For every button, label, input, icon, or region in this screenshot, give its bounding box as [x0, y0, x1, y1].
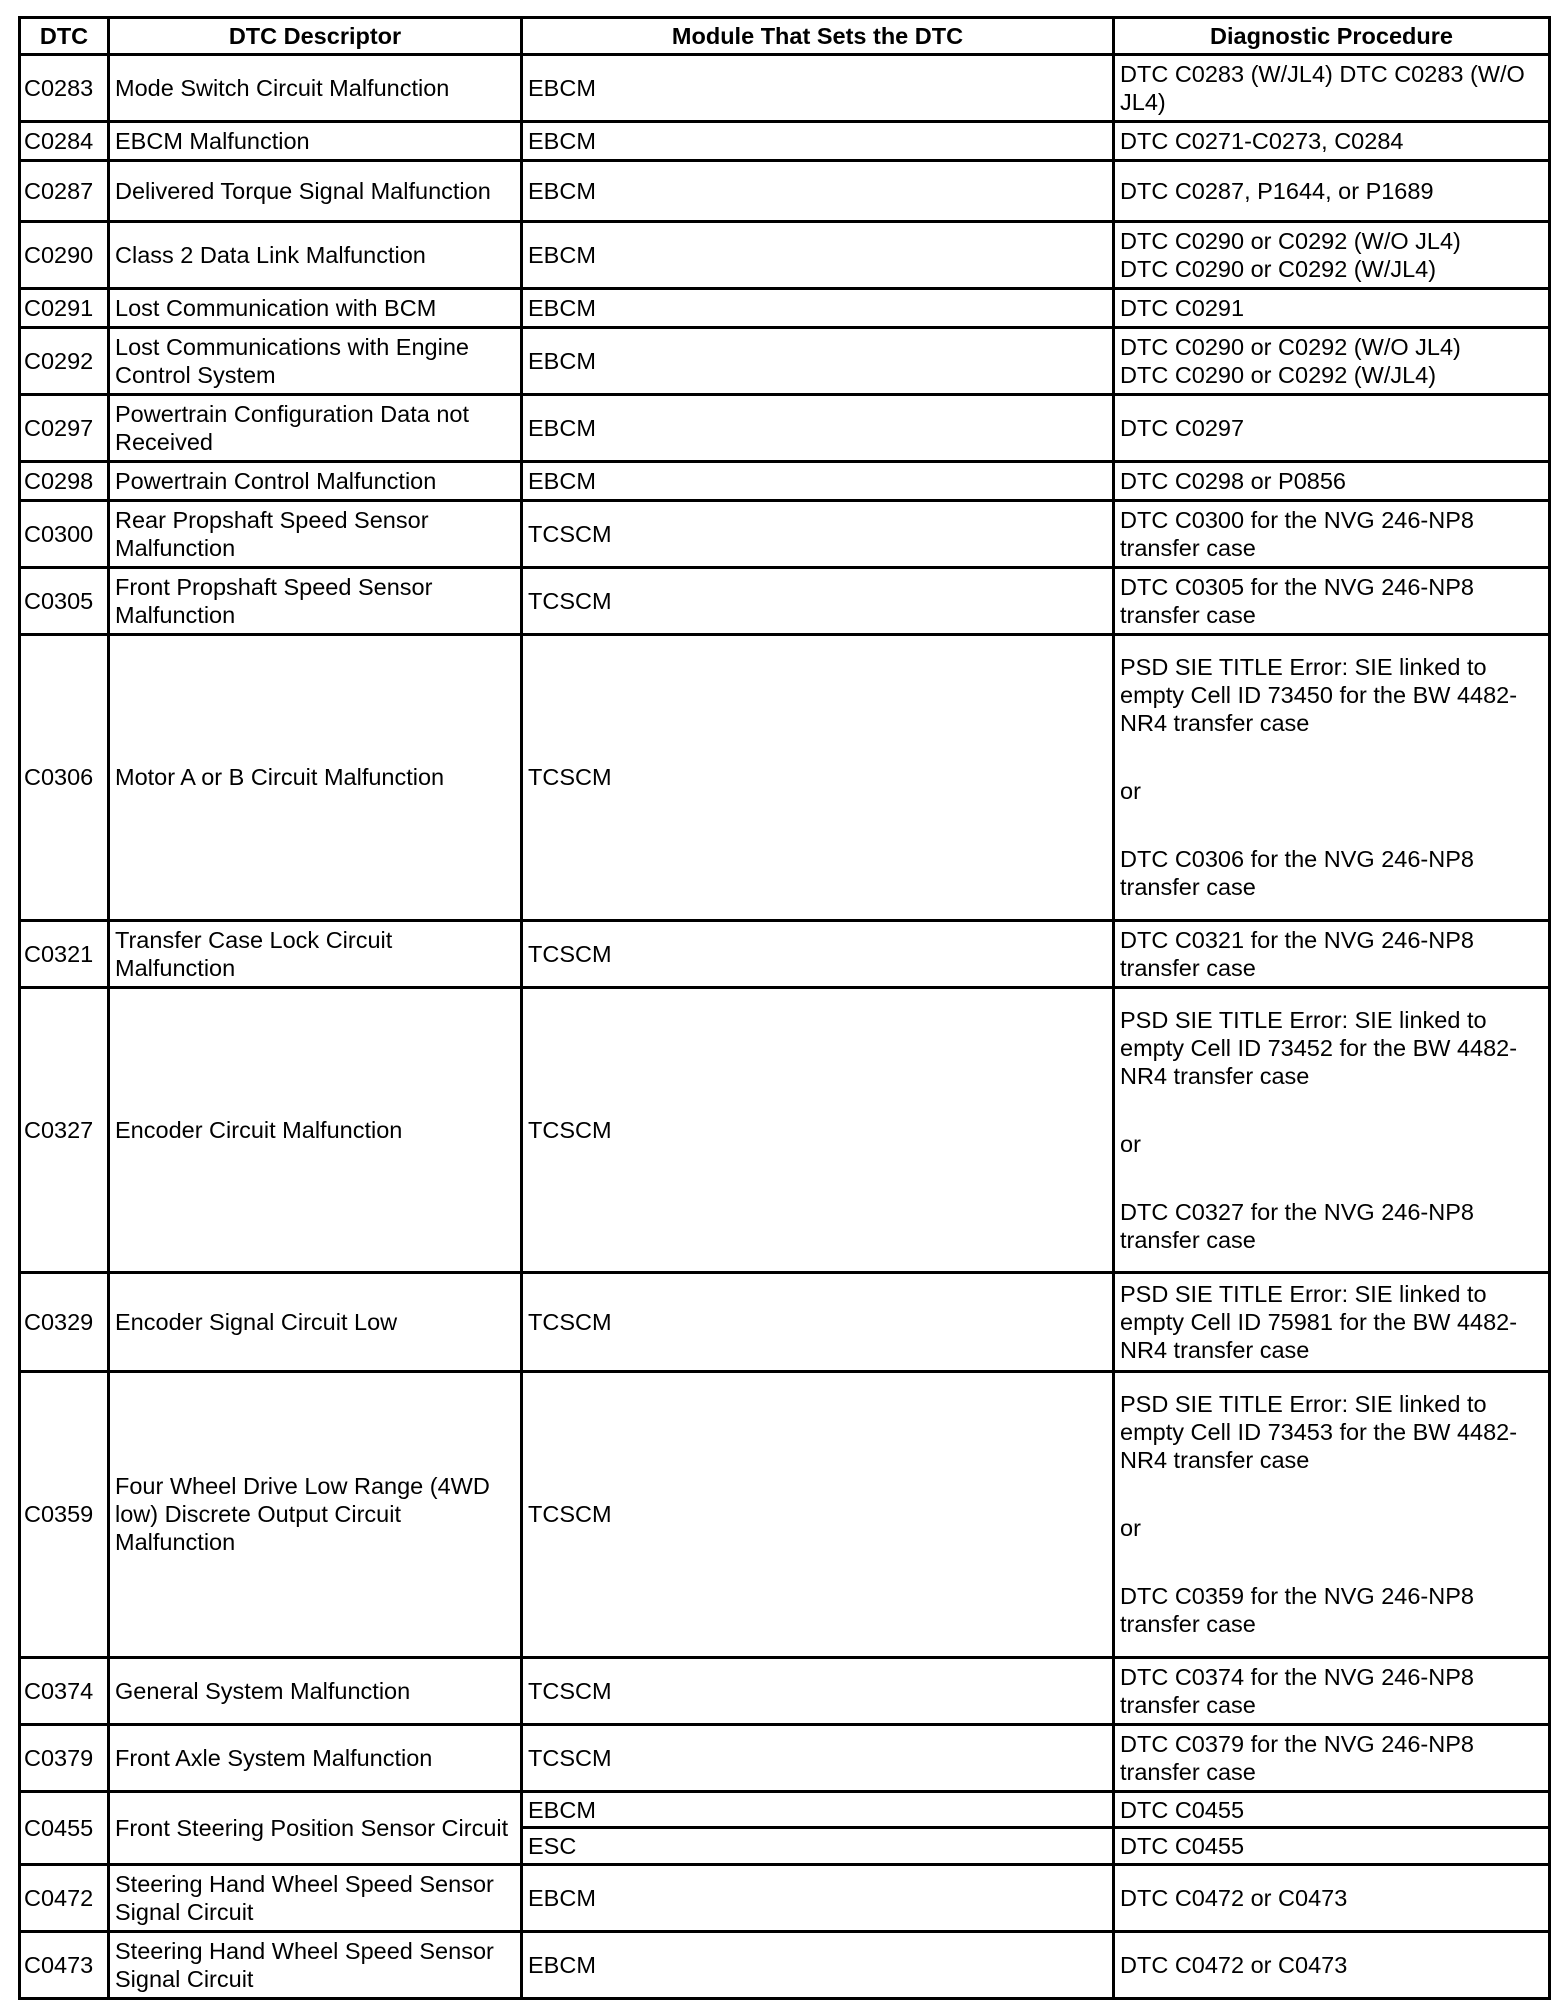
- table-row: [20, 987, 1550, 1273]
- procedure-line: DTC C0359 for the NVG 246-NP8 transfer case: [1120, 1583, 1474, 1638]
- module-cell: EBCM: [522, 395, 1114, 462]
- dtc-code-cell: C0472: [20, 1864, 109, 1931]
- module-cell: ESC: [522, 1828, 1114, 1864]
- table-row: [20, 122, 1550, 161]
- table-row: [20, 1931, 1550, 1998]
- module-cell: EBCM: [522, 462, 1114, 501]
- procedure-line: PSD SIE TITLE Error: SIE linked to empty Cell ID 75981 for the BW 4482-NR4 transfer case: [1120, 1281, 1518, 1364]
- procedure-line: or: [1120, 778, 1141, 805]
- table-row: [20, 55, 1550, 122]
- procedure-line: DTC C0283 (W/JL4) DTC C0283 (W/O JL4): [1120, 61, 1525, 116]
- module-cell: TCSCM: [522, 987, 1114, 1273]
- diagnostic-procedure-cell: [1114, 55, 1550, 122]
- dtc-code-cell: C0455: [20, 1791, 109, 1864]
- dtc-descriptor-cell: EBCM Malfunction: [109, 122, 522, 161]
- dtc-descriptor-cell: Lost Communications with Engine Control System: [109, 327, 522, 394]
- dtc-code-cell: C0297: [20, 395, 109, 462]
- diagnostic-procedure-cell: [1114, 160, 1550, 221]
- procedure-line: DTC C0271-C0273, C0284: [1120, 127, 1404, 154]
- procedure-line: DTC C0290 or C0292 (W/O JL4): [1120, 334, 1461, 361]
- dtc-code-cell: C0359: [20, 1372, 109, 1658]
- dtc-descriptor-cell: Transfer Case Lock Circuit Malfunction: [109, 920, 522, 987]
- procedure-line: or: [1120, 1515, 1141, 1542]
- dtc-descriptor-cell: Powertrain Configuration Data not Received: [109, 395, 522, 462]
- diagnostic-procedure-cell: [1114, 1931, 1550, 1998]
- dtc-code-cell: C0327: [20, 987, 109, 1273]
- dtc-code-cell: C0292: [20, 327, 109, 394]
- dtc-descriptor-cell: Class 2 Data Link Malfunction: [109, 222, 522, 289]
- table-row: [20, 1864, 1550, 1931]
- dtc-descriptor-cell: General System Malfunction: [109, 1657, 522, 1724]
- procedure-gap: [1120, 1542, 1543, 1582]
- header-row: [20, 18, 1550, 55]
- diagnostic-procedure-cell: [1114, 500, 1550, 567]
- table-body: [20, 55, 1550, 1999]
- diagnostic-procedure-cell: [1114, 222, 1550, 289]
- table-row: [20, 500, 1550, 567]
- diagnostic-procedure-cell: [1114, 1372, 1550, 1658]
- dtc-code-cell: C0291: [20, 289, 109, 328]
- diagnostic-procedure-cell: [1114, 1828, 1550, 1864]
- table-row: [20, 1273, 1550, 1372]
- dtc-code-cell: C0374: [20, 1657, 109, 1724]
- module-cell: EBCM: [522, 289, 1114, 328]
- diagnostic-procedure-cell: [1114, 289, 1550, 328]
- table-row: [20, 1724, 1550, 1791]
- dtc-descriptor-cell: Front Steering Position Sensor Circuit: [109, 1791, 522, 1864]
- procedure-gap: [1120, 1090, 1543, 1130]
- table-row: [20, 635, 1550, 921]
- dtc-descriptor-cell: Front Propshaft Speed Sensor Malfunction: [109, 567, 522, 634]
- procedure-line: DTC C0287, P1644, or P1689: [1120, 177, 1434, 204]
- procedure-line: PSD SIE TITLE Error: SIE linked to empty Cell ID 73453 for the BW 4482-NR4 transfer case: [1120, 1391, 1518, 1474]
- dtc-descriptor-cell: Four Wheel Drive Low Range (4WD low) Discrete Output Circuit Malfunction: [109, 1372, 522, 1658]
- dtc-descriptor-cell: Encoder Circuit Malfunction: [109, 987, 522, 1273]
- table-row: [20, 160, 1550, 221]
- procedure-line: DTC C0472 or C0473: [1120, 1951, 1348, 1978]
- procedure-gap: [1120, 805, 1543, 845]
- dtc-descriptor-cell: Mode Switch Circuit Malfunction: [109, 55, 522, 122]
- procedure-line: DTC C0455: [1120, 1796, 1245, 1823]
- diagnostic-procedure-cell: [1114, 567, 1550, 634]
- diagnostic-procedure-cell: [1114, 1864, 1550, 1931]
- module-cell: TCSCM: [522, 500, 1114, 567]
- procedure-line: DTC C0291: [1120, 295, 1245, 322]
- dtc-table: [18, 16, 1551, 2000]
- procedure-line: DTC C0298 or P0856: [1120, 468, 1346, 495]
- dtc-code-cell: C0329: [20, 1273, 109, 1372]
- procedure-line: PSD SIE TITLE Error: SIE linked to empty Cell ID 73452 for the BW 4482-NR4 transfer case: [1120, 1006, 1518, 1089]
- table-row: [20, 1657, 1550, 1724]
- module-cell: EBCM: [522, 122, 1114, 161]
- table-row: [20, 920, 1550, 987]
- dtc-code-cell: C0287: [20, 160, 109, 221]
- table-row: [20, 462, 1550, 501]
- procedure-line: or: [1120, 1130, 1141, 1157]
- diagnostic-procedure-cell: [1114, 987, 1550, 1273]
- diagnostic-procedure-cell: [1114, 635, 1550, 921]
- diagnostic-procedure-cell: [1114, 122, 1550, 161]
- dtc-descriptor-cell: Rear Propshaft Speed Sensor Malfunction: [109, 500, 522, 567]
- dtc-descriptor-cell: Delivered Torque Signal Malfunction: [109, 160, 522, 221]
- procedure-line: DTC C0455: [1120, 1832, 1245, 1859]
- dtc-descriptor-cell: Encoder Signal Circuit Low: [109, 1273, 522, 1372]
- dtc-code-cell: C0300: [20, 500, 109, 567]
- diagnostic-procedure-cell: [1114, 1657, 1550, 1724]
- table-row: [20, 1791, 1550, 1827]
- procedure-line: DTC C0300 for the NVG 246-NP8 transfer case: [1120, 506, 1474, 561]
- procedure-line: DTC C0321 for the NVG 246-NP8 transfer case: [1120, 926, 1474, 981]
- table-row: [20, 395, 1550, 462]
- dtc-code-cell: C0306: [20, 635, 109, 921]
- diagnostic-procedure-cell: [1114, 327, 1550, 394]
- module-cell: EBCM: [522, 160, 1114, 221]
- dtc-code-cell: C0283: [20, 55, 109, 122]
- procedure-line: DTC C0379 for the NVG 246-NP8 transfer case: [1120, 1730, 1474, 1785]
- dtc-descriptor-cell: Lost Communication with BCM: [109, 289, 522, 328]
- table-row: [20, 222, 1550, 289]
- procedure-gap: [1120, 1474, 1543, 1514]
- dtc-descriptor-cell: Steering Hand Wheel Speed Sensor Signal Circuit: [109, 1931, 522, 1998]
- dtc-code-cell: C0290: [20, 222, 109, 289]
- diagnostic-procedure-cell: [1114, 1273, 1550, 1372]
- diagnostic-procedure-cell: [1114, 395, 1550, 462]
- dtc-descriptor-cell: Powertrain Control Malfunction: [109, 462, 522, 501]
- procedure-gap: [1120, 737, 1543, 777]
- diagnostic-procedure-cell: [1114, 1724, 1550, 1791]
- table-row: [20, 1372, 1550, 1658]
- dtc-descriptor-cell: Steering Hand Wheel Speed Sensor Signal Circuit: [109, 1864, 522, 1931]
- header-procedure: Diagnostic Procedure: [1114, 18, 1550, 55]
- header-dtc: DTC: [20, 18, 109, 55]
- table-row: [20, 567, 1550, 634]
- module-cell: TCSCM: [522, 1273, 1114, 1372]
- dtc-code-cell: C0298: [20, 462, 109, 501]
- module-cell: TCSCM: [522, 1724, 1114, 1791]
- module-cell: EBCM: [522, 327, 1114, 394]
- procedure-line: DTC C0374 for the NVG 246-NP8 transfer case: [1120, 1663, 1474, 1718]
- dtc-code-cell: C0379: [20, 1724, 109, 1791]
- dtc-code-cell: C0473: [20, 1931, 109, 1998]
- procedure-line: DTC C0290 or C0292 (W/O JL4): [1120, 228, 1461, 255]
- dtc-code-cell: C0305: [20, 567, 109, 634]
- module-cell: TCSCM: [522, 567, 1114, 634]
- module-cell: EBCM: [522, 1791, 1114, 1827]
- procedure-line: DTC C0327 for the NVG 246-NP8 transfer case: [1120, 1198, 1474, 1253]
- procedure-line: DTC C0306 for the NVG 246-NP8 transfer case: [1120, 846, 1474, 901]
- procedure-line: DTC C0472 or C0473: [1120, 1884, 1348, 1911]
- diagnostic-procedure-cell: [1114, 1791, 1550, 1827]
- module-cell: TCSCM: [522, 1372, 1114, 1658]
- header-descriptor: DTC Descriptor: [109, 18, 522, 55]
- procedure-line: PSD SIE TITLE Error: SIE linked to empty Cell ID 73450 for the BW 4482-NR4 transfer case: [1120, 654, 1518, 737]
- table-row: [20, 327, 1550, 394]
- table-row: [20, 289, 1550, 328]
- module-cell: TCSCM: [522, 635, 1114, 921]
- module-cell: EBCM: [522, 1864, 1114, 1931]
- dtc-code-cell: C0284: [20, 122, 109, 161]
- procedure-line: DTC C0290 or C0292 (W/JL4): [1120, 362, 1437, 389]
- diagnostic-procedure-cell: [1114, 462, 1550, 501]
- procedure-line: DTC C0305 for the NVG 246-NP8 transfer case: [1120, 574, 1474, 629]
- diagnostic-procedure-cell: [1114, 920, 1550, 987]
- module-cell: TCSCM: [522, 920, 1114, 987]
- procedure-line: DTC C0297: [1120, 415, 1245, 442]
- header-module: Module That Sets the DTC: [522, 18, 1114, 55]
- module-cell: EBCM: [522, 1931, 1114, 1998]
- module-cell: EBCM: [522, 222, 1114, 289]
- module-cell: EBCM: [522, 55, 1114, 122]
- procedure-line: DTC C0290 or C0292 (W/JL4): [1120, 256, 1437, 283]
- dtc-descriptor-cell: Motor A or B Circuit Malfunction: [109, 635, 522, 921]
- module-cell: TCSCM: [522, 1657, 1114, 1724]
- table-header: [20, 18, 1550, 55]
- dtc-code-cell: C0321: [20, 920, 109, 987]
- procedure-gap: [1120, 1158, 1543, 1198]
- dtc-descriptor-cell: Front Axle System Malfunction: [109, 1724, 522, 1791]
